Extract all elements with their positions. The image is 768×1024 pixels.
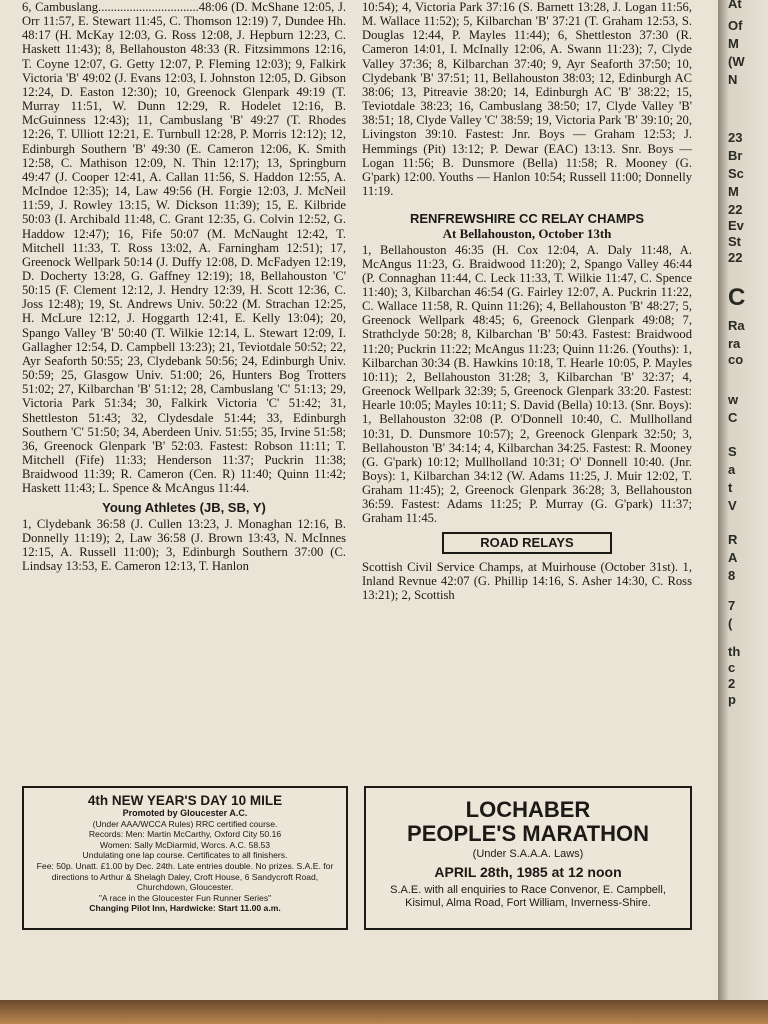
edge-fragment: Ev xyxy=(728,218,744,233)
edge-fragment: C xyxy=(728,410,738,425)
edge-fragment: N xyxy=(728,72,738,87)
edge-fragment: (W xyxy=(728,54,745,69)
edge-fragment: Sc xyxy=(728,166,744,181)
edge-fragment: M xyxy=(728,184,739,199)
edge-fragment: 8 xyxy=(728,568,736,583)
renfrewshire-heading: RENFREWSHIRE CC RELAY CHAMPS xyxy=(409,211,645,227)
edge-fragment: 7 xyxy=(728,598,736,613)
ad-title-line1: LOCHABER xyxy=(465,797,591,822)
ad-fee: Fee: 50p. Unatt. £1.00 by Dec. 24th. Late entries double. No prizes. S.A.E. for directions to Arthur & Shelagh Daley, Croft House, 6 Sandycroft Road, Churchdown, Gloucester. xyxy=(36,860,334,893)
ad-date: APRIL 28th, 1985 at 12 noon xyxy=(434,864,622,880)
edge-fragment: St xyxy=(728,234,741,249)
edge-fragment: th xyxy=(728,644,741,659)
edge-fragment: 23 xyxy=(728,130,743,145)
edge-fragment: w xyxy=(728,392,739,407)
young-athletes-results: 1, Clydebank 36:58 (J. Cullen 13:23, J. Monaghan 12:16, B. Donnelly 11:19); 2, Law 36:58 (J. Brown 13:43, N. McInnes 12:15, A. Russell 11:00); 3, Edinburgh Southern 37:00 (C. Lindsay 13:53, E. Cameron 12:13, T. Hanlon xyxy=(22,516,346,574)
edge-fragment: 2 xyxy=(728,676,736,691)
ad-series: "A race in the Gloucester Fun Runner Series" xyxy=(98,892,272,903)
edge-fragment: t xyxy=(728,480,733,495)
next-page-edge xyxy=(718,0,768,1010)
ad-records-women: Women: Sally McDiarmid, Worcs. A.C. 58.53 xyxy=(99,839,271,850)
edge-fragment: a xyxy=(728,462,736,477)
edge-fragment: C xyxy=(728,284,746,311)
ad-promoter: Promoted by Gloucester A.C. xyxy=(122,808,248,818)
edge-fragment: Of xyxy=(728,18,743,33)
edge-fragment: M xyxy=(728,36,739,51)
edge-fragment: Br xyxy=(728,148,743,163)
civil-service-results: Scottish Civil Service Champs, at Muirhouse (October 31st). 1, Inland Revnue 42:07 (G. Phillip 14:16, S. Asher 14:30, C. Ross 13:21); 2, Scottish xyxy=(362,559,692,603)
edge-fragment: A xyxy=(728,550,738,565)
ad-title: 4th NEW YEAR'S DAY 10 MILE xyxy=(87,793,283,808)
renfrewshire-subheading: At Bellahouston, October 13th xyxy=(442,226,612,242)
renfrewshire-results: 1, Bellahouston 46:35 (H. Cox 12:04, A. Daly 11:48, A. McAngus 11:23, G. Braidwood 11:20); 2, Spango Valley 46:44 (P. Connaghan 11:44, C. Leck 11:33, T. Wilkie 11:47, C. Spence 11:40); 3, Kilbarchan 46:54 (G. Fairley 12:07, A. Puckrin 11:22, C. Wallace 11:58, R. Quinn 11:26); 4, Bellahouston 'B' 48:27; 5, Greenock Wellpark 48:45; 6, Greenock Glenpark 49:08; 7, Strathclyde 50:28; 8, Kilbarchan 'B' 50:43. Fastest: Braidwood 11:20; Puckrin 11:22; McAngus 11:23; Quinn 11:26. (Youths): 1, Kilbarchan 30:34 (B. Hawkins 10:18, T. Hearle 10:05, P. Mayles 10:11); 2, Bellahouston 31:28; 3, Kilbarchan 'B' 32:37; 4, Greenock Wellpark 32:39; 5, Greenock Glenpark 33:20. Fastest: Hearle 10:05; Mayles 10:11; S. David (Bella) 10:13. (Snr. Boys): 1, Bellahouston 32:08 (P. O'Donnell 10:40, C. Mullholland 10:31, D. Dunsmore 10:57); 2, Greenock Glenpark 32:50; 3, Bellahouston 'B' 34:14; 4, Kilbarchan 34:25. Fastest: R. Mooney (G. G'park) 10:12; Mullholland 10:31; O' Donnell 10:40. (Jnr. Boys): 1, Kilbarchan 34:12 (W. Adams 11:25, J. Muir 12:02, T. Graham 11:45); 2, Greenock Glenpark 36:28; 3, Bellahouston 36:59. Fastest: Adams 11:25; P. Murray (G. G'park) 11:37; Graham 11:45. xyxy=(362,242,692,526)
young-athletes-continued: 10:54); 4, Victoria Park 37:16 (S. Barnett 13:28, J. Logan 11:56, M. Wallace 11:52); 5, Kilbarchan 'B' 37:21 (T. Graham 12:53, S. Douglas 12:44, P. Mayles 11:44); 6, Shettleston 37:30 (R. Cameron 14:01, I. McInally 12:06, A. Swann 11:23); 7, Clyde Valley 37:36; 8, Kilbarchan 37:40; 9, Ayr Seaforth 37:50; 10, Clydebank 'B' 37:51; 11, Bellahouston 38:03; 12, Edinburgh AC 38:06; 13, Pitreavie 38:20; 14, Edinburgh AC 'B' 38:22; 15, Teviotdale 38:23; 16, Cambuslang 38:50; 17, Clyde Valley 'B' 38:51; 18, Clyde Valley 'C' 38:59; 19, Victoria Park 'B' 39:10; 20, Livingston 39:10. Fastest: Jnr. Boys — Graham 12:53; J. Hemmings (Pit) 13:12; P. Dewar (EAC) 13:13. Snr. Boys — Logan 11:56; B. Dunsmore (Bella) 11:58; R. Mooney (G. G'park) 12:00. Youths — Hanlon 10:54; Russell 11:00; Donnelly 11:19. xyxy=(362,0,692,199)
edge-fragment: c xyxy=(728,660,736,675)
ad-venue: Changing Pilot Inn, Hardwicke: Start 11.00 a.m. xyxy=(89,903,281,914)
new-years-day-ad xyxy=(22,786,348,930)
edge-fragment: R xyxy=(728,532,738,547)
edge-fragment: 22 xyxy=(728,202,743,217)
ad-title-line2: PEOPLE'S MARATHON xyxy=(407,821,649,846)
edge-fragment: At xyxy=(728,0,742,11)
edge-fragment: V xyxy=(728,498,737,513)
table-surface xyxy=(0,1000,768,1024)
edge-fragment: Ra xyxy=(728,318,745,333)
young-athletes-heading: Young Athletes (JB, SB, Y) xyxy=(102,500,266,516)
edge-fragment: S xyxy=(728,444,737,459)
edge-fragment: co xyxy=(728,352,744,367)
edge-fragment: ( xyxy=(728,616,733,631)
ad-rules: (Under AAA/WCCA Rules) RRC certified course. xyxy=(92,818,278,829)
left-column xyxy=(22,0,346,573)
lochaber-marathon-ad xyxy=(364,786,692,930)
road-relays-heading: ROAD RELAYS xyxy=(442,532,612,554)
ad-course: Undulating one lap course. Certificates to all finishers. xyxy=(82,850,288,861)
ad-rules: (Under S.A.A.A. Laws) xyxy=(472,848,584,860)
right-column xyxy=(362,0,692,602)
cross-country-results: 6, Cambuslang................................48:06 (D. McShane 12:05, J. Orr 11:57, E. Stewart 11:45, C. Thomson 12:19) 7, Dundee Hh. 48:17 (H. McKay 12:03, G. Ross 12:08, J. Hepburn 12:23, C. Haskett 11:43); 8, Bellahouston 48:33 (R. Fitzsimmons 12:16, T. Coyne 12:07, G. Getty 12:07, P. Fleming 12:03); 9, Falkirk Victoria 'B' 49:02 (J. Evans 12:03, I. Johnston 12:05, D. Gibson 12:24, D. Easton 12:30); 10, Greenock Glenpark 49:19 (T. Murray 11:51, W. Dunn 12:29, R. Hodelet 12:16, B. McGuinness 12:43); 11, Cambuslang 'B' 49:27 (T. Rhodes 12:26, T. Ulliott 12:21, E. Turnbull 12:28, P. Morris 12:12); 12, Edinburgh Southern 'B' 49:30 (E. Cameron 12:06, K. Smith 12:58, C. Mathison 12:09, N. Thin 12:17); 13, Springburn 49:47 (J. Cooper 12:41, A. Callan 11:56, S. Haddon 12:55, A. McIndoe 12:35); 14, Law 49:56 (H. Forgie 12:03, J. McNeil 11:59, J. Rowley 13:15, W. Dickson 11:39); 15, E. Kilbride 50:03 (I. Archibald 11:48, C. Grant 12:35, G. Colvin 12:52, G. Haddow 12:47); 16, Fife 50:07 (M. McNaught 12:42, T. Mitchell 11:33, T. Ross 13:02, A. Farningham 12:51); 17, Greenock Wellpark 50:14 (J. Duffy 12:08, D. McFadyen 12:19, D. Docherty 13:28, G. Gaffney 12:19); 18, Bellahouston 'C' 50:15 (F. Clement 12:12, J. Hendry 12:39, H. Scott 12:36, C. Joss 12:48); 19, St. Andrews Univ. 50:22 (M. Strachan 12:25, H. McLure 12:12, J. Hoggarth 12:41, E. Kelly 13:04); 20, Spango Valley 'B' 50:40 (T. Wilkie 12:14, L. Stewart 12:09, I. Gallagher 12:54, D. Campbell 13:23); 21, Teviotdale 50:52; 22, Ayr Seaforth 50:55; 23, Clydebank 50:56; 24, Edinburgh Univ. 50:59; 25, Glasgow Univ. 51:00; 26, Hunters Bog Trotters 51:02; 27, Kilbarchan 'B' 51:12; 28, Cambuslang 'C' 51:13; 29, Victoria Park 51:34; 30, Falkirk Victoria 'C' 51:42; 31, Shettleston 51:43; 32, Clydesdale 51:44; 33, Edinburgh Southern 'C' 51:50; 34, Aberdeen Univ. 51:55; 35, Irvine 51:58; 36, Greenock Glenpark 'B' 52:03. Fastest: Robson 11:11; T. Mitchell (Fife) 11:33; Henderson 11:37; Puckrin 11:38; Braidwood 11:39; R. Cameron (Cen. R) 11:40; Quinn 11:42; Haskett 11:43; L. Spence & McAngus 11:44. xyxy=(22,0,346,496)
edge-fragment: 22 xyxy=(728,250,743,265)
edge-fragment: p xyxy=(728,692,736,707)
ad-records-men: Records: Men: Martin McCarthy, Oxford City 50.16 xyxy=(88,829,282,840)
edge-fragment: ra xyxy=(728,336,741,351)
ad-details: S.A.E. with all enquiries to Race Convenor, E. Campbell, Kisimul, Alma Road, Fort William, Inverness-Shire. xyxy=(390,884,666,909)
